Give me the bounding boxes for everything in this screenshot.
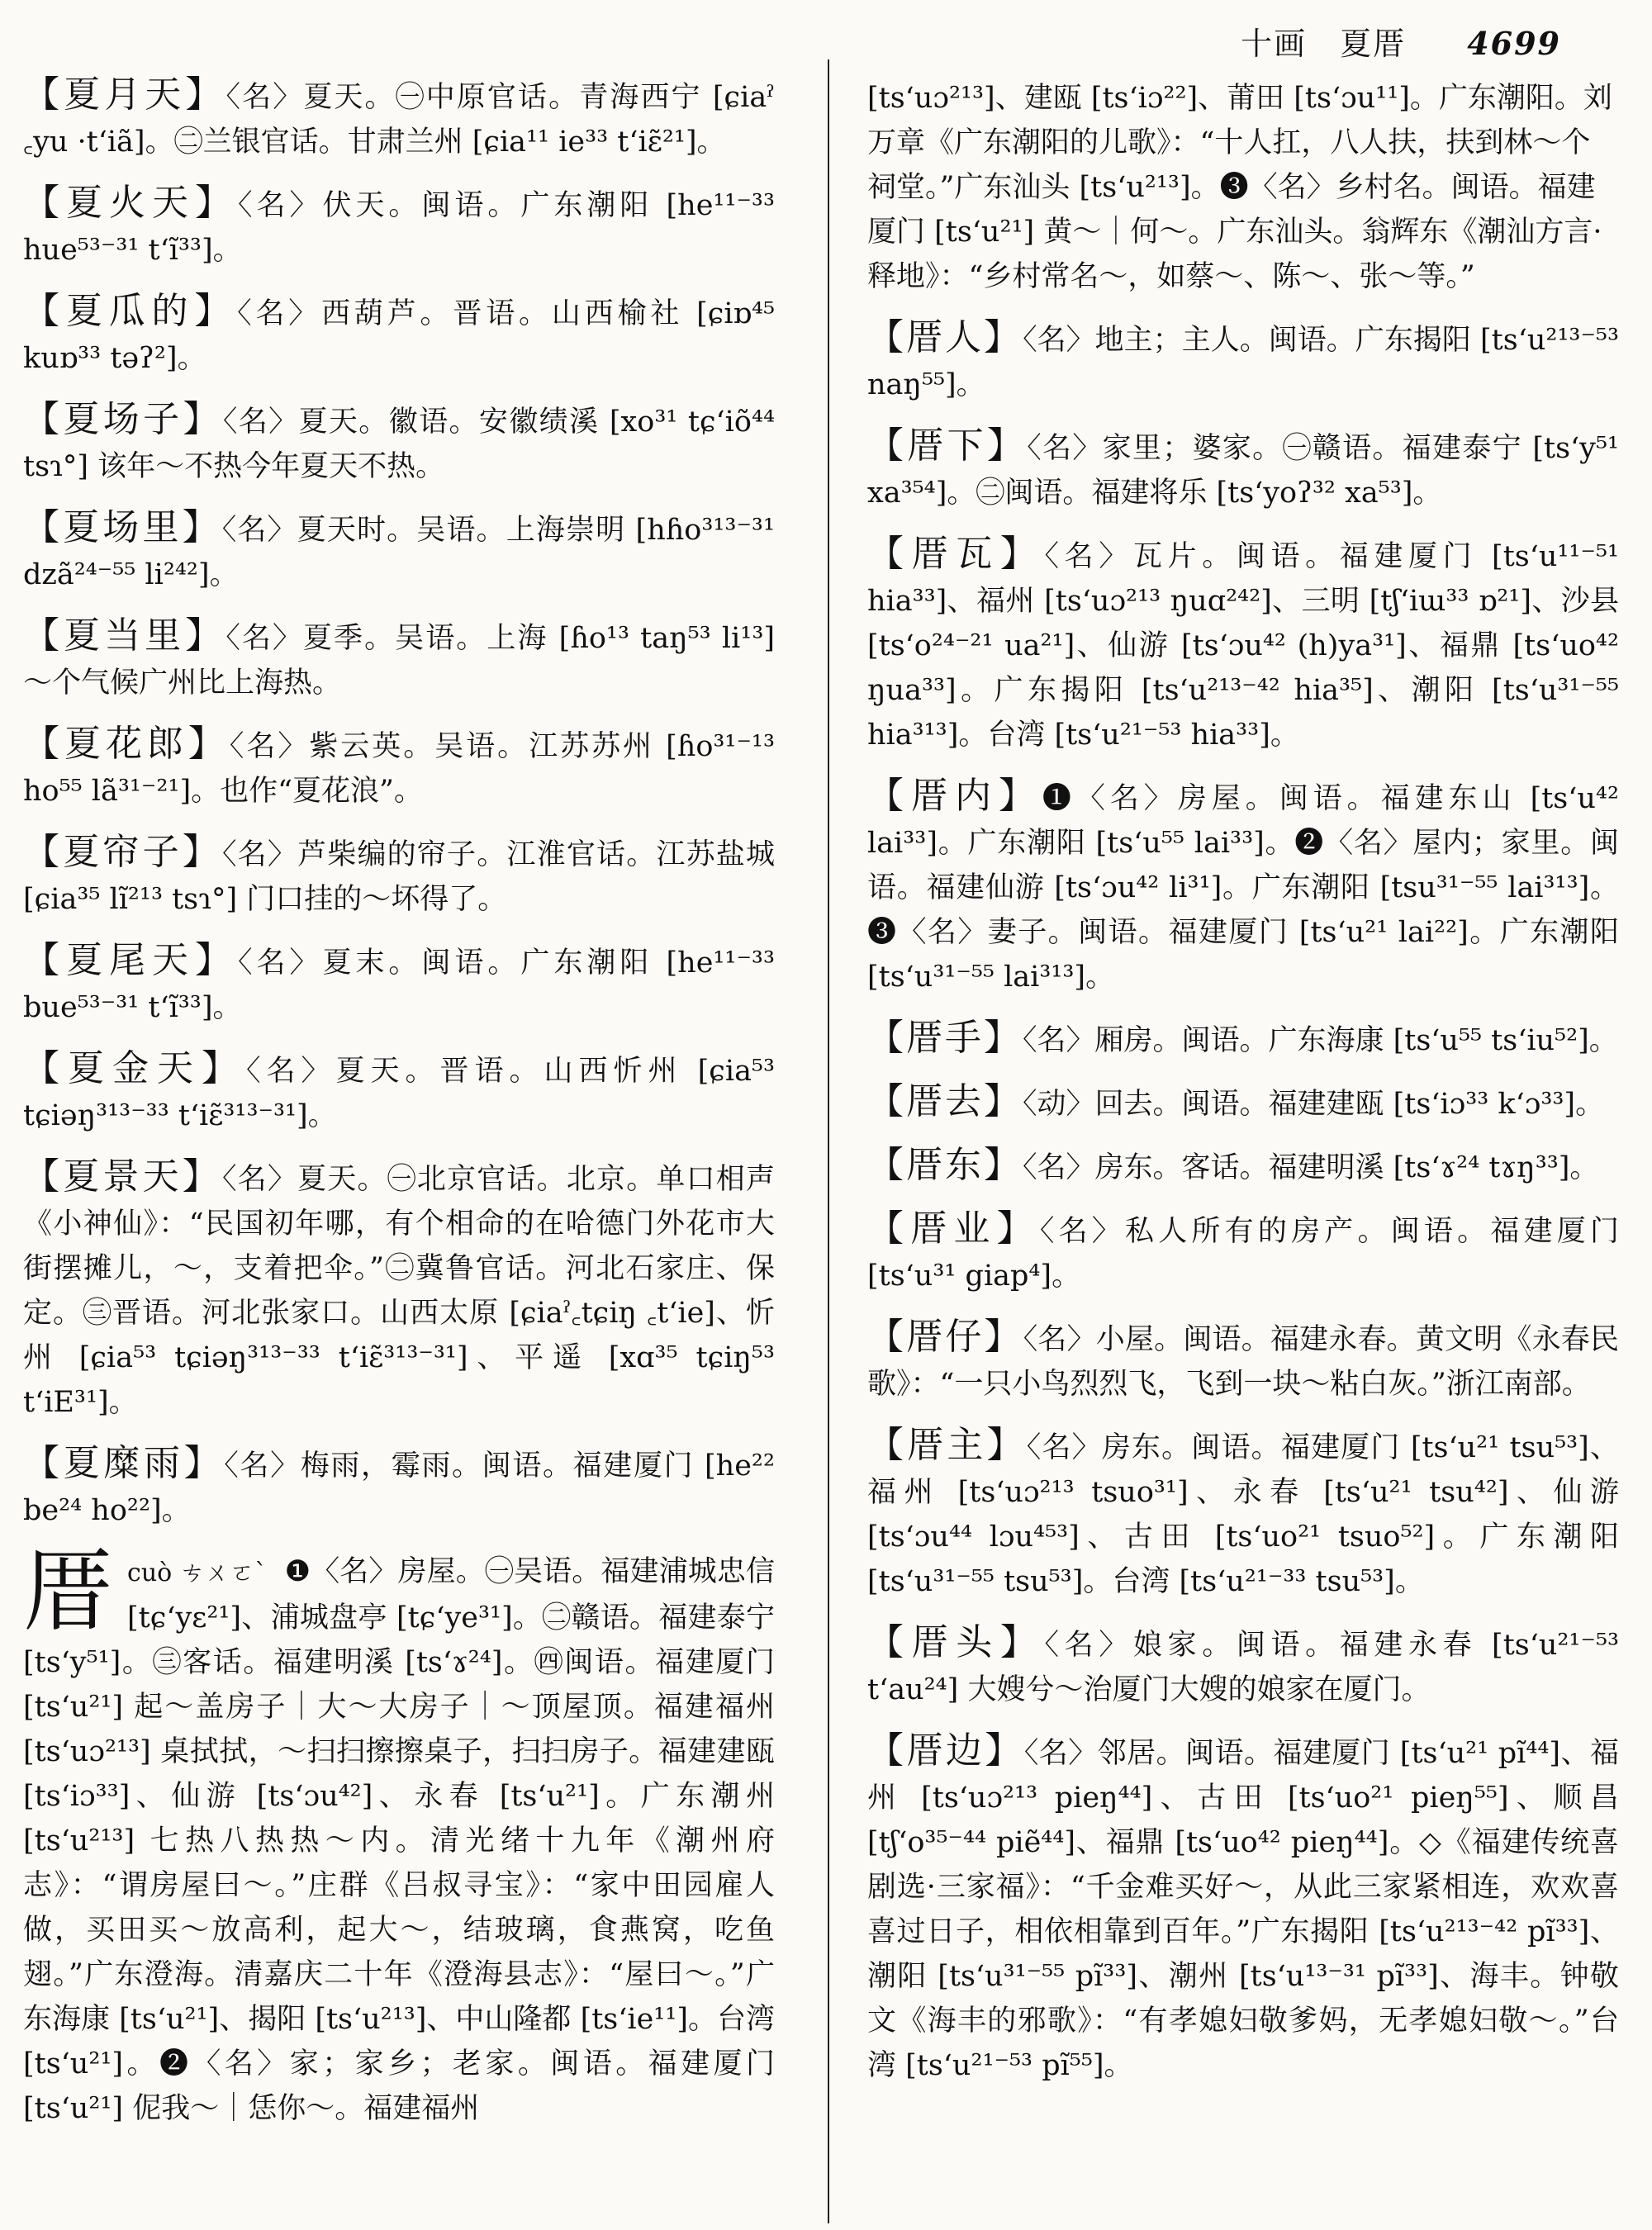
entry-headword: 【夏场里】 — [23, 506, 222, 548]
entry-headword: 【夏帘子】 — [23, 831, 222, 873]
dictionary-entry — [23, 289, 775, 381]
entry-headword: 【夏月天】 — [23, 74, 226, 116]
dictionary-entry — [867, 1143, 1619, 1190]
entry-headword: 【夏金天】 — [23, 1047, 246, 1089]
dictionary-entry — [867, 424, 1619, 515]
entry-headword: 【厝人】 — [867, 316, 1023, 358]
left-column — [23, 73, 775, 2147]
entry-body: 〈名〉夏天。徽语。安徽绩溪 [xo³¹ tɕʻiõ⁴⁴ tsɿ°] 该年～不热今年夏天不热。 — [23, 406, 776, 483]
entry-body: 〈名〉夏天时。吴语。上海崇明 [hɦo³¹³⁻³¹ dzã²⁴⁻⁵⁵ li²⁴²]。 — [23, 514, 775, 591]
character-entry — [23, 1540, 775, 2131]
char-pronunciation: cuò ㄘㄨㄛˋ — [127, 1559, 268, 1587]
entry-body: 〈名〉家里；婆家。㊀赣语。福建泰宁 [tsʻy⁵¹ xa³⁵⁴]。㊁闽语。福建将乐 [tsʻyoʔ³² xa⁵³]。 — [867, 432, 1619, 510]
dictionary-entry — [867, 1207, 1619, 1298]
dictionary-entry — [23, 181, 775, 273]
entry-body: 〈名〉紫云英。吴语。江苏苏州 [ɦo³¹⁻¹³ ho⁵⁵ lã³¹⁻²¹]。也作“夏花浪”。 — [23, 730, 775, 808]
dictionary-entry — [867, 1079, 1619, 1127]
entry-headword: 【夏糜雨】 — [23, 1442, 225, 1484]
entry-headword: 【厝下】 — [867, 425, 1028, 467]
entry-body: ❶〈名〉房屋。㊀吴语。福建浦城忠信 [tɕʻyɛ²¹]、浦城盘亭 [tɕʻye³¹]。㊁赣语。福建泰宁 [tsʻy⁵¹]。㊂客话。福建明溪 [tsʻɤ²⁴]。㊃闽语。福建厦门 [tsʻu²¹] 起～盖房子｜大～大房子｜～顶屋顶。福建福州 [tsʻuɔ²¹³] 桌拭拭，～扫扫擦擦桌子，扫扫房子。福建建瓯 [tsʻiɔ³³]、仙游 [tsʻɔu⁴²]、永春 [tsʻu²¹]。广东潮州 [tsʻu²¹³] 七热八热热～内。清光绪十九年《潮州府志》：“谓房屋曰～。”庄群《吕叔寻宝》：“家中田园雇人做，买田买～放高利，起大～，结玻璃，食燕窝，吃鱼翅。”广东澄海。清嘉庆二十年《澄海县志》：“屋曰～。”广东海康 [tsʻu²¹]、揭阳 [tsʻu²¹³]、中山隆都 [tsʻie¹¹]。台湾 [tsʻu²¹]。❷〈名〉家；家乡；老家。闽语。福建厦门 [tsʻu²¹] 伲我～｜恁你～。福建福州 — [23, 1555, 775, 2125]
dictionary-entry — [867, 316, 1619, 407]
entry-body: 〈名〉夏季。吴语。上海 [ɦo¹³ taŋ⁵³ li¹³] ～个气候广州比上海热。 — [23, 622, 775, 700]
entry-body: ❶〈名〉房屋。闽语。福建东山 [tsʻu⁴² lai³³]。广东潮阳 [tsʻu⁵⁵ lai³³]。❷〈名〉屋内；家里。闽语。福建仙游 [tsʻɔu⁴² li³¹]。广东潮阳 [tsu³¹⁻⁵⁵ lai³¹³]。❸〈名〉妻子。闽语。福建厦门 [tsʻu²¹ lai²²]。广东潮阳 [tsʻu³¹⁻⁵⁵ lai³¹³]。 — [867, 782, 1619, 994]
entry-body: 〈名〉房东。客话。福建明溪 [tsʻɤ²⁴ tɤŋ³³]。 — [1023, 1151, 1599, 1184]
entry-headword: 【厝业】 — [867, 1208, 1040, 1250]
dictionary-entry — [23, 1441, 775, 1533]
dictionary-entry — [23, 830, 775, 922]
dictionary-entry — [23, 722, 775, 814]
entry-body: 〈名〉邻居。闽语。福建厦门 [tsʻu²¹ pĩ⁴⁴]、福州 [tsʻuɔ²¹³ pieŋ⁴⁴]、古田 [tsʻuo²¹ pieŋ⁵⁵]、顺昌 [tʃʻo³⁵⁻⁴⁴ piẽ⁴⁴]、福鼎 [tsʻuo⁴² pieŋ⁴⁴]。◇《福建传统喜剧选·三家福》：“千金难买好～，从此三家紧相连，欢欢喜喜过日子，相依相靠到百年。”广东揭阳 [tsʻu²¹³⁻⁴² pĩ³³]、潮阳 [tsʻu³¹⁻⁵⁵ pĩ³³]、潮州 [tsʻu¹³⁻³¹ pĩ³³]、海丰。钟敬文《海丰的邪歌》：“有孝媳妇敬爹妈，无孝媳妇敬～。”台湾 [tsʻu²¹⁻⁵³ pĩ⁵⁵]。 — [867, 1737, 1619, 2082]
dictionary-entry — [23, 505, 775, 597]
dictionary-entry — [867, 1729, 1619, 2088]
entry-continuation: [tsʻuɔ²¹³]、建瓯 [tsʻiɔ²²]、莆田 [tsʻɔu¹¹]。广东潮阳。刘万章《广东潮阳的儿歌》：“十人扛，八人扶，扶到林～个祠堂。”广东汕头 [tsʻu²¹³]。❸〈名〉乡村名。闽语。福建厦门 [tsʻu²¹] 黄～｜何～。广东汕头。翁辉东《潮汕方言·释地》：“乡村常名～，如蔡～、陈～、张～等。” — [867, 82, 1612, 293]
section-title: 十画 夏厝 — [1241, 26, 1407, 62]
dictionary-entry — [867, 532, 1619, 757]
entry-headword: 【夏景天】 — [23, 1155, 222, 1198]
dictionary-entry — [23, 1155, 775, 1425]
column-divider — [828, 59, 829, 2223]
entry-headword: 【厝去】 — [867, 1080, 1023, 1122]
dictionary-entry — [23, 1046, 775, 1138]
entry-body: 〈名〉小屋。闽语。福建永春。黄文明《永春民歌》：“一只小鸟烈烈飞，飞到一块～粘白灰。”浙江南部。 — [867, 1323, 1619, 1401]
head-character: 厝 — [23, 1540, 113, 1644]
entry-body: 〈名〉梅雨，霉雨。闽语。福建厦门 [he²² be²⁴ ho²²]。 — [23, 1450, 775, 1527]
dictionary-entry — [23, 938, 775, 1030]
dictionary-entry — [867, 1423, 1619, 1604]
entry-body: 〈名〉地主；主人。闽语。广东揭阳 [tsʻu²¹³⁻⁵³ naŋ⁵⁵]。 — [867, 324, 1619, 401]
dictionary-entry — [23, 73, 775, 164]
entry-headword: 【夏火天】 — [23, 182, 238, 224]
entry-body: 〈名〉伏天。闽语。广东潮阳 [he¹¹⁻³³ hue⁵³⁻³¹ tʻĩ³³]。 — [23, 189, 775, 267]
dictionary-entry — [23, 614, 775, 705]
entry-body: 〈名〉厢房。闽语。广东海康 [tsʻu⁵⁵ tsʻiu⁵²]。 — [1023, 1024, 1618, 1057]
entry-headword: 【厝手】 — [867, 1017, 1023, 1059]
entry-headword: 【夏场子】 — [23, 398, 223, 440]
entry-headword: 【夏当里】 — [23, 614, 226, 657]
entry-headword: 【厝头】 — [867, 1621, 1045, 1663]
entry-headword: 【厝瓦】 — [867, 533, 1045, 575]
dictionary-entry — [867, 1620, 1619, 1712]
entry-body: 〈名〉夏天。晋语。山西忻州 [ɕia⁵³ tɕiəŋ³¹³⁻³³ tʻiɛ̃³¹³⁻³¹]。 — [23, 1055, 775, 1132]
entry-body: 〈名〉房东。闽语。福建厦门 [tsʻu²¹ tsu⁵³]、福州 [tsʻuɔ²¹³ tsuo³¹]、永春 [tsʻu²¹ tsu⁴²]、仙游 [tsʻɔu⁴⁴ lɔu⁴⁵³]、古田 [tsʻuo²¹ tsuo⁵²]。广东潮阳 [tsʻu³¹⁻⁵⁵ tsu⁵³]。台湾 [tsʻu²¹⁻³³ tsu⁵³]。 — [867, 1431, 1620, 1598]
entry-headword: 【夏花郎】 — [23, 723, 230, 765]
entry-body: 〈名〉娘家。闽语。福建永春 [tsʻu²¹⁻⁵³ tʻau²⁴] 大嫂兮～治厦门大嫂的娘家在厦门。 — [867, 1629, 1620, 1706]
entry-headword: 【夏瓜的】 — [23, 290, 238, 332]
dictionary-entry — [867, 1016, 1619, 1063]
entry-headword: 【厝东】 — [867, 1144, 1023, 1186]
entry-headword: 【厝仔】 — [867, 1316, 1023, 1358]
entry-body: 〈名〉芦柴编的帘子。江淮官话。江苏盐城 [ɕia³⁵ lĩ²¹³ tsɿ°] 门口挂的～坏得了。 — [23, 838, 775, 916]
dictionary-entry — [867, 774, 1619, 999]
entry-body: 〈名〉私人所有的房产。闽语。福建厦门 [tsʻu³¹ giap⁴]。 — [867, 1215, 1619, 1293]
entry-body: 〈名〉夏末。闽语。广东潮阳 [he¹¹⁻³³ bue⁵³⁻³¹ tʻĩ³³]。 — [23, 947, 775, 1024]
entry-headword: 【厝内】 — [867, 775, 1042, 817]
dictionary-entry — [867, 1315, 1619, 1407]
entry-body: 〈名〉夏天。㊀北京官话。北京。单口相声《小神仙》：“民国初年哪，有个相命的在哈德门外花市大街摆摊儿，～，支着把伞。”㊁冀鲁官话。河北石家庄、保定。㊂晋语。河北张家口。山西太原 [ɕiaˀ꜀tɕiŋ ꜀tʻie]、忻州 [ɕia⁵³ tɕiəŋ³¹³⁻³³ tʻiɛ̃³¹³⁻³¹]、平遥 [xɑ³⁵ tɕiŋ⁵³ tʻiE³¹]。 — [23, 1163, 775, 1419]
entry-body: 〈名〉瓦片。闽语。福建厦门 [tsʻu¹¹⁻⁵¹ hia³³]、福州 [tsʻuɔ²¹³ ŋuɑ²⁴²]、三明 [tʃʻiɯ³³ ɒ²¹]、沙县 [tsʻo²⁴⁻²¹ ua²¹]、仙游 [tsʻɔu⁴² (h)ya³¹]、福鼎 [tsʻuo⁴² ŋua³³]。广东揭阳 [tsʻu²¹³⁻⁴² hia³⁵]、潮阳 [tsʻu³¹⁻⁵⁵ hia³¹³]。台湾 [tsʻu²¹⁻⁵³ hia³³]。 — [867, 540, 1620, 752]
entry-headword: 【厝边】 — [867, 1729, 1024, 1772]
entry-body: 〈名〉西葫芦。晋语。山西榆社 [ɕiɒ⁴⁵ kuɒ³³ təʔ²]。 — [23, 297, 776, 375]
entry-headword: 【夏尾天】 — [23, 939, 238, 981]
dictionary-entry — [23, 397, 775, 489]
entry-body: 〈动〉回去。闽语。福建建瓯 [tsʻiɔ³³ kʻɔ³³]。 — [1023, 1088, 1605, 1121]
entry-headword: 【厝主】 — [867, 1424, 1027, 1466]
page-number: 4699 — [1467, 25, 1561, 62]
entry-body: 〈名〉夏天。㊀中原官话。青海西宁 [ɕiaˀ ꜀yu ·tʻiã]。㊁兰银官话。甘肃兰州 [ɕia¹¹ ie³³ tʻiɛ̃²¹]。 — [23, 81, 775, 159]
right-column — [867, 76, 1619, 2104]
running-header — [1241, 18, 1561, 64]
